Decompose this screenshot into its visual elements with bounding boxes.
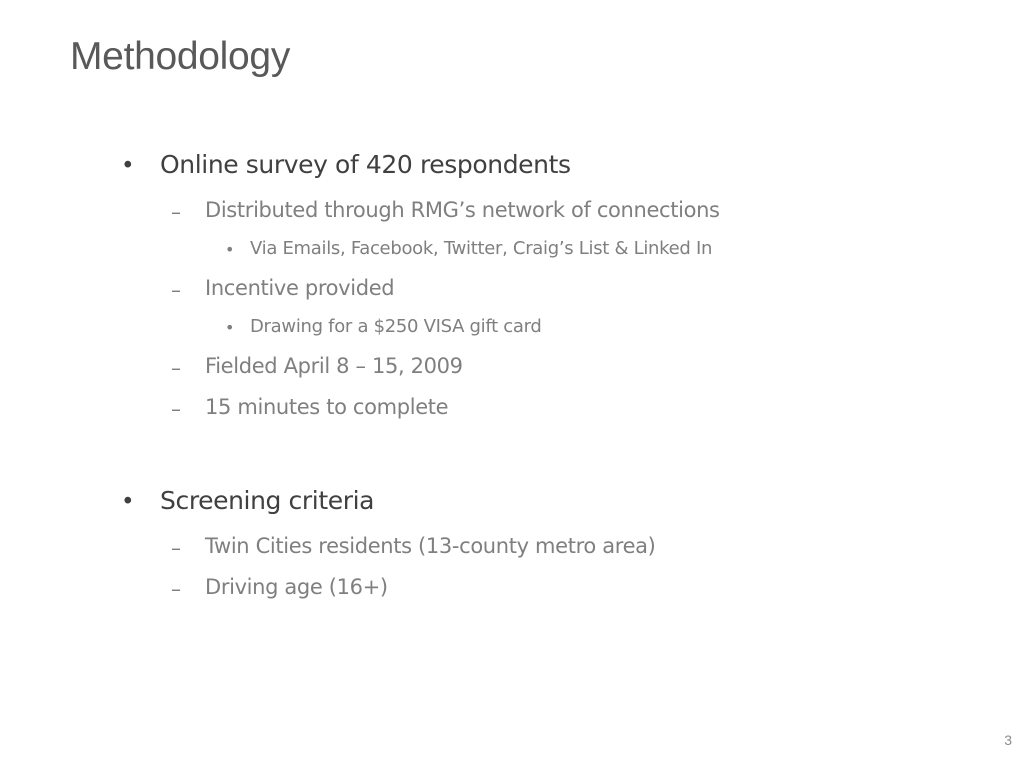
dash-marker: – (171, 536, 181, 560)
dash-marker: – (171, 200, 181, 224)
dash-marker: – (171, 397, 181, 421)
page-number: 3 (1004, 732, 1012, 748)
sub-sub-item-drawing: Drawing for a $250 VISA gift card (250, 316, 542, 337)
dash-marker: – (171, 278, 181, 302)
sub-item-distributed: Distributed through RMG’s network of connections (205, 198, 720, 222)
small-bullet-marker: • (225, 240, 235, 259)
bullet-screening-criteria: Screening criteria (160, 486, 375, 515)
slide-title: Methodology (70, 35, 291, 78)
bullet-marker: • (121, 153, 135, 179)
sub-item-incentive: Incentive provided (205, 276, 395, 300)
dash-marker: – (171, 577, 181, 601)
sub-item-driving-age: Driving age (16+) (205, 575, 388, 599)
sub-item-fielded: Fielded April 8 – 15, 2009 (205, 354, 463, 378)
small-bullet-marker: • (225, 318, 235, 337)
sub-sub-item-channels: Via Emails, Facebook, Twitter, Craig’s List & Linked In (250, 238, 713, 259)
sub-item-duration: 15 minutes to complete (205, 395, 449, 419)
dash-marker: – (171, 356, 181, 380)
bullet-online-survey: Online survey of 420 respondents (160, 150, 571, 179)
sub-item-twin-cities: Twin Cities residents (13-county metro area) (205, 534, 656, 558)
bullet-marker: • (121, 489, 135, 515)
